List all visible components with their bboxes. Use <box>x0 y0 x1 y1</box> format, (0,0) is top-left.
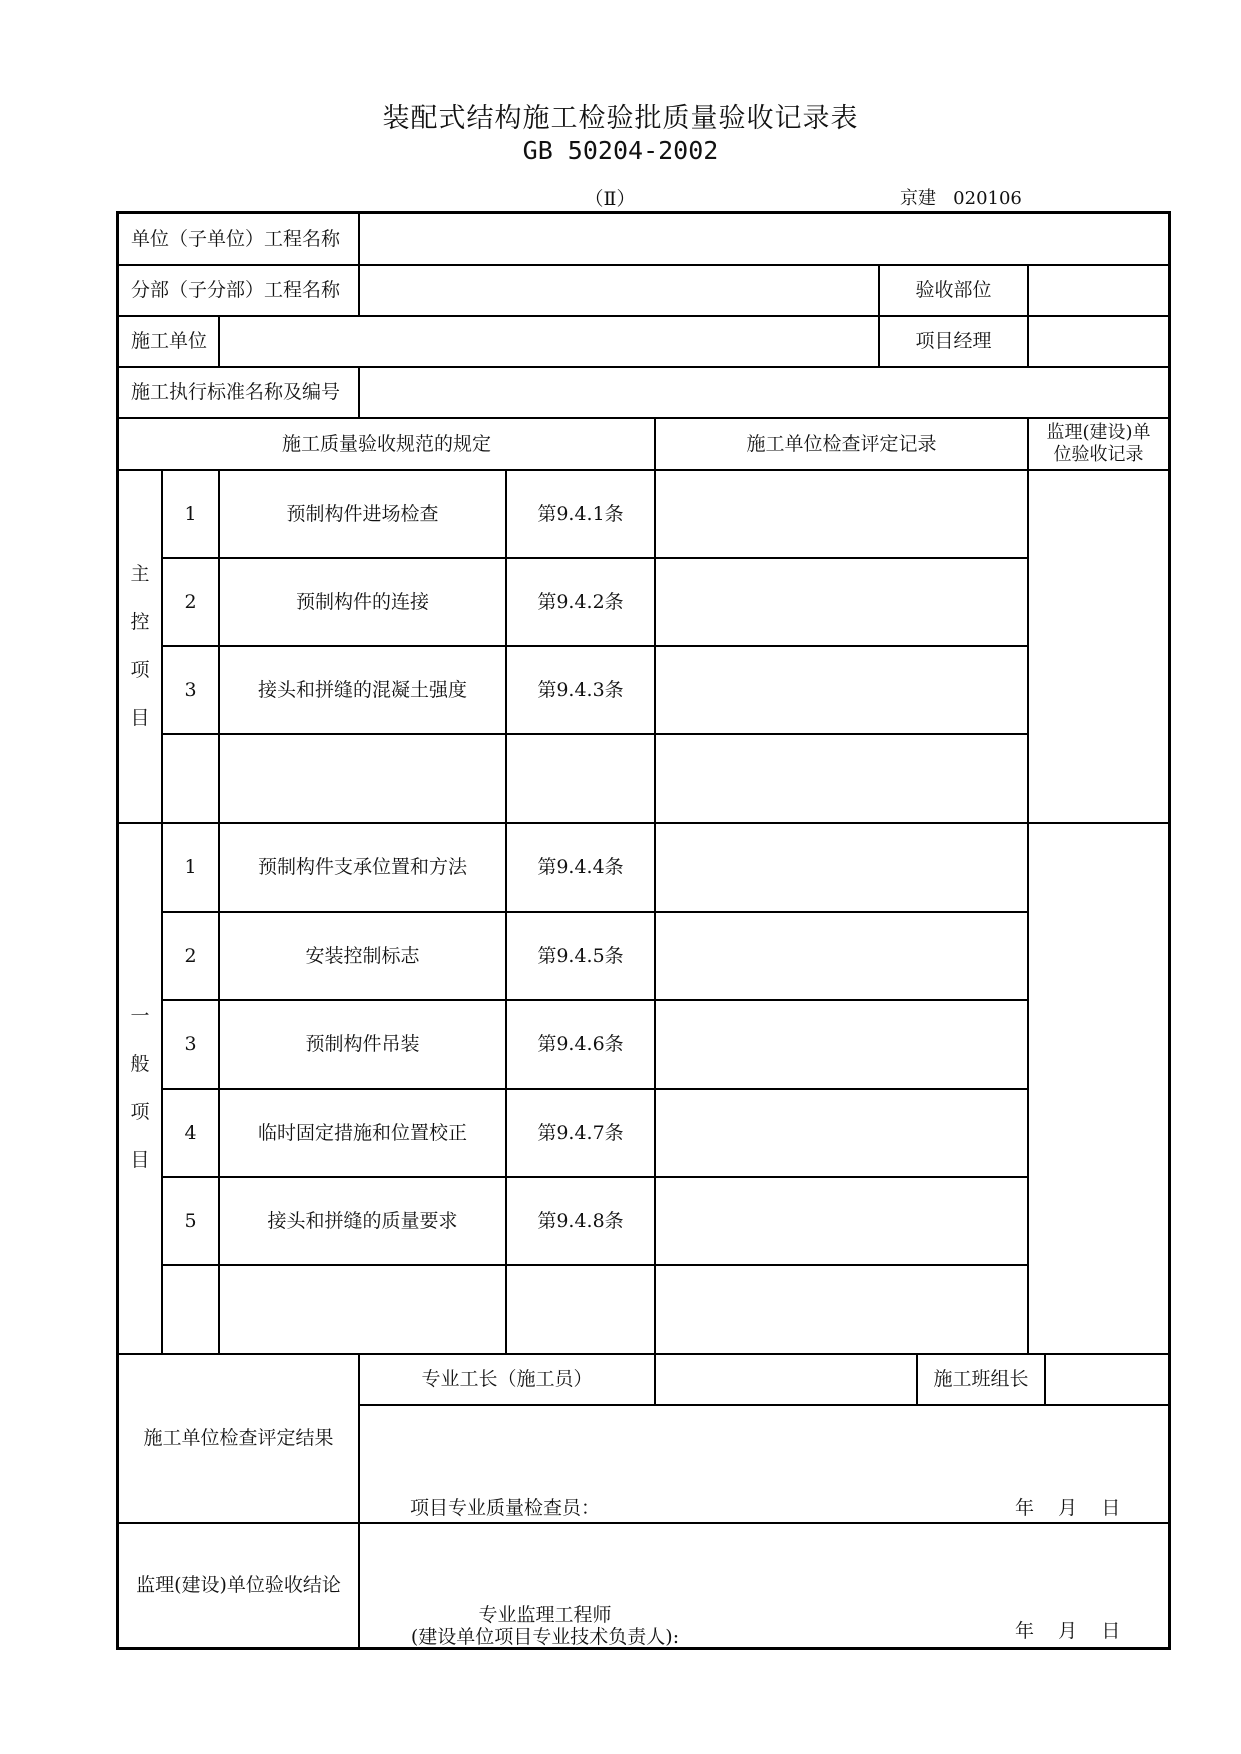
item-number: 5 <box>184 1209 197 1232</box>
item-name: 预制构件支承位置和方法 <box>257 856 467 878</box>
standard-name-label: 施工执行标准名称及编号 <box>131 381 341 403</box>
item-name: 预制构件吊装 <box>305 1033 420 1055</box>
item-clause: 第9.4.7条 <box>537 1121 624 1144</box>
quality-inspector-label: 项目专业质量检查员： <box>410 1497 601 1519</box>
item-number: 3 <box>184 1033 197 1055</box>
main-items-supervision-field[interactable] <box>1029 470 1168 822</box>
item-record-field[interactable] <box>656 470 1027 557</box>
supervising-engineer-label: 专业监理工程师 (建设单位项目专业技术负责人): <box>410 1604 680 1648</box>
item-clause: 第9.4.3条 <box>537 678 624 701</box>
empty-record-field[interactable] <box>656 1265 1027 1353</box>
item-name: 接头和拼缝的质量要求 <box>267 1209 458 1232</box>
standard-name-field[interactable] <box>360 367 1168 417</box>
item-name: 预制构件进场检查 <box>286 502 439 525</box>
unit-project-name-field[interactable] <box>360 213 1168 264</box>
item-record-field[interactable] <box>656 1177 1027 1264</box>
check-result-field[interactable] <box>360 1405 1168 1495</box>
item-number: 4 <box>184 1121 197 1144</box>
construction-unit-label: 施工单位 <box>131 330 208 352</box>
check-result-date: 年 月 日 <box>1015 1497 1121 1519</box>
team-leader-field[interactable] <box>1046 1354 1168 1404</box>
project-manager-label: 项目经理 <box>915 330 992 352</box>
item-record-field[interactable] <box>656 1000 1027 1088</box>
item-name: 临时固定措施和位置校正 <box>257 1121 467 1144</box>
standard-code: GB 50204-2002 <box>522 136 719 165</box>
item-number: 3 <box>184 678 197 701</box>
unit-project-name-label: 单位（子单位）工程名称 <box>131 227 341 250</box>
general-items-supervision-field[interactable] <box>1029 823 1168 1353</box>
supervision-conclusion-date: 年 月 日 <box>1015 1620 1121 1642</box>
spec-column-header: 施工质量验收规范的规定 <box>281 432 491 455</box>
acceptance-part-label: 验收部位 <box>915 279 992 301</box>
supervision-conclusion-field[interactable] <box>360 1523 1168 1598</box>
item-number: 1 <box>184 502 197 525</box>
general-items-label: 一 般 项 目 <box>130 1005 150 1171</box>
item-clause: 第9.4.8条 <box>537 1209 624 1232</box>
project-manager-field[interactable] <box>1029 316 1168 366</box>
item-name: 接头和拼缝的混凝土强度 <box>257 678 467 701</box>
form-part-number: （Ⅱ） <box>584 188 636 210</box>
foreman-label: 专业工长（施工员） <box>421 1368 593 1390</box>
item-clause: 第9.4.6条 <box>537 1033 624 1055</box>
item-record-field[interactable] <box>656 646 1027 733</box>
form-code: 京建 020106 <box>900 188 1022 209</box>
item-clause: 第9.4.2条 <box>537 590 624 613</box>
item-record-field[interactable] <box>656 558 1027 645</box>
item-clause: 第9.4.1条 <box>537 502 624 525</box>
item-record-field[interactable] <box>656 823 1027 911</box>
main-items-label: 主 控 项 目 <box>130 563 150 729</box>
team-leader-label: 施工班组长 <box>933 1368 1029 1390</box>
item-number: 1 <box>184 856 197 878</box>
form-title: 装配式结构施工检验批质量验收记录表 <box>382 103 859 134</box>
item-clause: 第9.4.4条 <box>537 856 624 878</box>
supervision-column-header: 监理(建设)单 位验收记录 <box>1046 421 1151 465</box>
foreman-field[interactable] <box>656 1354 916 1404</box>
item-name: 安装控制标志 <box>305 944 420 967</box>
check-result-label: 施工单位检查评定结果 <box>143 1427 334 1449</box>
item-name: 预制构件的连接 <box>295 590 429 613</box>
acceptance-part-field[interactable] <box>1029 265 1168 315</box>
item-number: 2 <box>184 590 197 613</box>
construction-unit-field[interactable] <box>220 316 878 366</box>
item-record-field[interactable] <box>656 1089 1027 1176</box>
sub-project-name-label: 分部（子分部）工程名称 <box>131 279 341 301</box>
item-record-field[interactable] <box>656 912 1027 999</box>
item-clause: 第9.4.5条 <box>537 944 624 967</box>
record-column-header: 施工单位检查评定记录 <box>746 432 937 455</box>
supervision-conclusion-label: 监理(建设)单位验收结论 <box>136 1574 341 1596</box>
sub-project-name-field[interactable] <box>360 265 878 315</box>
empty-record-field[interactable] <box>656 734 1027 822</box>
item-number: 2 <box>184 944 197 967</box>
